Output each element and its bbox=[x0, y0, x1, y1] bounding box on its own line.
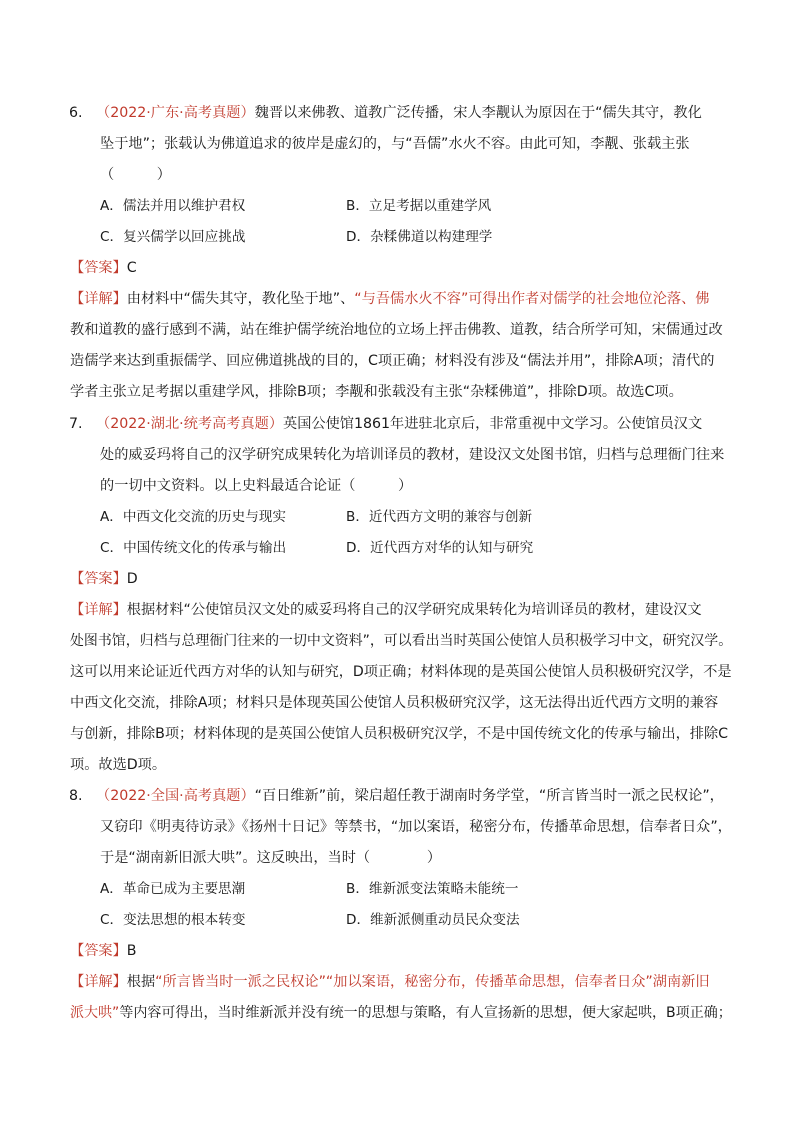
detail-row bbox=[70, 1003, 732, 1023]
answer-value: C bbox=[126, 260, 137, 276]
detail-text: 这可以用来论证近代西方对华的认知与研究，D项正确；材料体现的是英国公使馆人员积极研究汉学，不是 bbox=[70, 664, 732, 680]
detail-text: 处图书馆，归档与总理衙门往来的一切中文资料”，可以看出当时英国公使馆人员积极学习中文，研究汉学。 bbox=[70, 633, 733, 649]
detail-text: 学者主张立足考据以重建学风，排除B项；李觏和张载没有主张“杂糅佛道”，排除D项。故选C项。 bbox=[70, 384, 683, 400]
question-text: 的一切中文资料。以上史料最适合论证（ ） bbox=[100, 478, 413, 494]
detail-text: 根据 bbox=[126, 974, 156, 990]
detail-label: 【详解】 bbox=[70, 974, 127, 990]
detail-text: 项。故选D项。 bbox=[70, 757, 167, 773]
detail-quote: “所言皆当时一派之民权论”“加以案语， bbox=[155, 974, 405, 990]
detail-quote: 秘密分布，传播革命思想，信奉者日众”湖南新旧 bbox=[404, 974, 710, 990]
detail-quote: 派大哄” bbox=[70, 1005, 120, 1021]
option-b: B．近代西方文明的兼容与创新 bbox=[346, 509, 533, 525]
question-text: “百日维新”前，梁启超任教于湖南时务学堂，“所言皆当时一派之民权论”， bbox=[254, 788, 724, 804]
option-d: D．近代西方对华的认知与研究 bbox=[346, 540, 534, 556]
option-c: C．中国传统文化的传承与输出 bbox=[100, 540, 287, 556]
question-source: （2022·广东·高考真题） bbox=[96, 105, 255, 121]
question-text: 又窃印《明夷待访录》《扬州十日记》等禁书，“加以案语，秘密分布，传播革命思想，信奉者日众”， bbox=[100, 819, 732, 835]
detail-label: 【详解】 bbox=[70, 602, 127, 618]
question-text: 于是“湖南新旧派大哄”。这反映出，当时（ ） bbox=[100, 850, 442, 866]
answer-row bbox=[70, 569, 138, 589]
detail-text: 中西文化交流，排除A项；材料只是体现英国公使馆人员积极研究汉学，这无法得出近代西方文明的兼容 bbox=[70, 695, 719, 711]
detail-label: 【详解】 bbox=[70, 291, 127, 307]
answer-label: 【答案】 bbox=[70, 943, 127, 959]
option-c: C．复兴儒学以回应挑战 bbox=[100, 229, 246, 245]
option-a: A．中西文化交流的历史与现实 bbox=[100, 509, 287, 525]
detail-text: 造儒学来达到重振儒学、回应佛道挑战的目的，C项正确；材料没有涉及“儒法并用”，排除A项；清代的 bbox=[70, 353, 715, 369]
question-source: （2022·全国·高考真题） bbox=[96, 788, 255, 804]
option-d: D．杂糅佛道以构建理学 bbox=[346, 229, 493, 245]
question-text: 处的威妥玛将自己的汉学研究成果转化为培训译员的教材，建设汉文处图书馆，归档与总理衙门往来 bbox=[100, 447, 725, 463]
detail-text: 与创新，排除B项；材料体现的是英国公使馆人员积极研究汉学，不是中国传统文化的传承与输出，排除C bbox=[70, 726, 729, 742]
detail-text: 由材料中“儒失其守，教化坠于地”、 bbox=[126, 291, 355, 307]
option-a: A．革命已成为主要思潮 bbox=[100, 881, 246, 897]
option-d: D．维新派侧重动员民众变法 bbox=[346, 912, 520, 928]
question-number: 6. bbox=[69, 105, 83, 121]
detail-text: 等内容可得出，当时维新派并没有统一的思想与策略，有人宣扬新的思想，便大家起哄，B项正确； bbox=[119, 1005, 732, 1021]
answer-value: D bbox=[126, 571, 138, 587]
detail-quote: “与吾儒水火不容”可得出作者对儒学的社会地位沦落、佛 bbox=[354, 291, 710, 307]
answer-value: B bbox=[126, 943, 137, 959]
detail-row bbox=[70, 289, 709, 309]
question-number: 8. bbox=[69, 788, 83, 804]
detail-row bbox=[70, 972, 710, 992]
detail-text: 教和道教的盛行感到不满，站在维护儒学统治地位的立场上抨击佛教、道教，结合所学可知，宋儒通过改 bbox=[70, 322, 723, 338]
option-c: C．变法思想的根本转变 bbox=[100, 912, 246, 928]
question-number: 7. bbox=[69, 416, 83, 432]
detail-row bbox=[70, 600, 702, 620]
option-b: B．立足考据以重建学风 bbox=[346, 198, 492, 214]
option-b: B．维新派变法策略未能统一 bbox=[346, 881, 519, 897]
question-source: （2022·湖北·统考高考真题） bbox=[96, 416, 284, 432]
answer-row bbox=[70, 258, 137, 278]
answer-row bbox=[70, 941, 137, 961]
option-a: A．儒法并用以维护君权 bbox=[100, 198, 246, 214]
answer-blank: （ ） bbox=[100, 167, 171, 183]
question-text: 英国公使馆1861年进驻北京后，非常重视中文学习。公使馆员汉文 bbox=[283, 416, 703, 432]
answer-label: 【答案】 bbox=[70, 571, 127, 587]
question-text: 魏晋以来佛教、道教广泛传播，宋人李觏认为原因在于“儒失其守，教化 bbox=[254, 105, 702, 121]
detail-text: 根据材料“公使馆员汉文处的威妥玛将自己的汉学研究成果转化为培训译员的教材，建设汉文 bbox=[126, 602, 702, 618]
answer-label: 【答案】 bbox=[70, 260, 127, 276]
question-text: 坠于地”；张载认为佛道追求的彼岸是虚幻的，与“吾儒”水火不容。由此可知，李觏、张载主张 bbox=[100, 136, 690, 152]
